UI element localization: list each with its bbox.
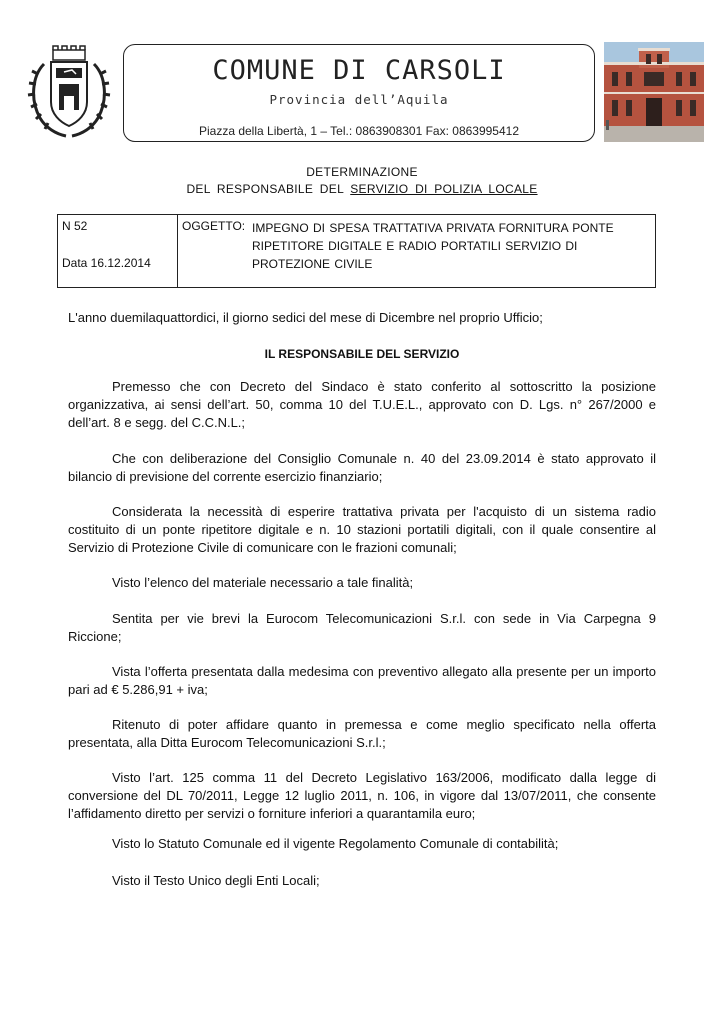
body-paragraph: Visto il Testo Unico degli Enti Locali; <box>112 873 320 888</box>
body-paragraph: Considerata la necessità di esperire trattativa privata per l'acquisto di un sistema radio costituito di un ponte ripetitore digitale e n. 10 stazioni portatili digitali, con il quale consentire al Servizio di Protezione Civile di comunicare con le frazioni comunali; <box>68 504 656 555</box>
body-paragraph: Vista l’offerta presentata dalla medesima con preventivo allegato alla presente per un importo pari ad € 5.286,91 + iva; <box>68 664 656 697</box>
determination-number: N 52 <box>62 219 88 233</box>
service-name: SERVIZIO DI POLIZIA LOCALE <box>350 182 538 196</box>
reference-box <box>57 214 656 288</box>
coat-of-arms-icon <box>26 44 112 140</box>
address-line: Piazza della Libertà, 1 – Tel.: 0863908301 Fax: 0863995412 <box>198 124 520 138</box>
body-paragraph: Sentita per vie brevi la Eurocom Telecomunicazioni S.r.l. con sede in Via Carpegna 9 Riccione; <box>68 611 656 644</box>
responsible-title-prefix: DEL RESPONSABILE DEL <box>186 182 351 196</box>
town-hall-photo <box>604 42 704 142</box>
body-paragraph: Che con deliberazione del Consiglio Comunale n. 40 del 23.09.2014 è stato approvato il bilancio di previsione del corrente esercizio finanziario; <box>68 451 656 484</box>
subject-line: PROTEZIONE CIVILE <box>252 257 373 271</box>
province-line: Provincia dell’Aquila <box>269 92 449 107</box>
subject-label: OGGETTO: <box>182 219 246 233</box>
body-paragraph: Visto lo Statuto Comunale ed il vigente Regolamento Comunale di contabilità; <box>112 836 559 851</box>
section-heading: IL RESPONSABILE DEL SERVIZIO <box>264 347 460 361</box>
reference-divider <box>177 215 178 287</box>
body-paragraph: Ritenuto di poter affidare quanto in premessa e come meglio specificato nella offerta presentata, alla Ditta Eurocom Telecomunicazioni S.r.l.; <box>68 717 656 750</box>
body-paragraph: Premesso che con Decreto del Sindaco è stato conferito al sottoscritto la posizione organizzativa, ai sensi dell’art. 50, comma 10 del T.U.E.L., approvato con D. Lgs. n° 267/2000 e dell’art. 8 e segg. del C.C.N.L.; <box>68 379 656 430</box>
letterhead-box <box>123 44 595 142</box>
subject-line: IMPEGNO DI SPESA TRATTATIVA PRIVATA FORNITURA PONTE <box>252 221 614 235</box>
determination-title: DETERMINAZIONE <box>306 165 418 179</box>
subject-text <box>252 219 652 273</box>
determination-date: Data 16.12.2014 <box>62 256 151 270</box>
body-paragraph: Visto l’art. 125 comma 11 del Decreto Legislativo 163/2006, modificato dalla legge di conversione del DL 70/2011, Legge 12 luglio 2011, n. 106, in vigore dal 13/07/2011, che consente l’affidamento diretto per servizi o forniture inferiori a quarantamila euro; <box>68 770 656 821</box>
responsible-title <box>150 182 574 196</box>
intro-paragraph: L'anno duemilaquattordici, il giorno sedici del mese di Dicembre nel proprio Ufficio; <box>68 310 543 325</box>
body-paragraph: Visto l’elenco del materiale necessario a tale finalità; <box>112 575 414 590</box>
municipality-title: COMUNE DI CARSOLI <box>212 55 506 86</box>
subject-line: RIPETITORE DIGITALE E RADIO PORTATILI SERVIZIO DI <box>252 239 578 253</box>
